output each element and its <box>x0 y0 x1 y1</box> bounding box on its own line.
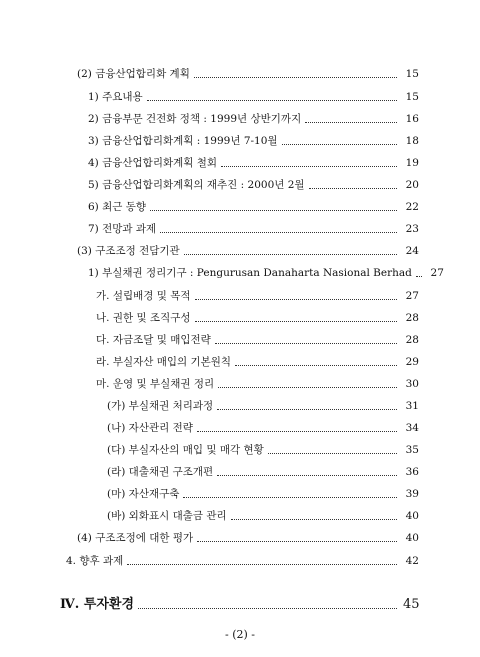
toc-entry-page: 31 <box>405 400 419 412</box>
toc-entry-label: 4) 금융산업합리화계획 철회 <box>88 157 218 169</box>
toc-entry <box>107 397 419 413</box>
toc-entry <box>88 176 419 192</box>
dot-leader <box>197 431 397 432</box>
toc-entry-page: 36 <box>405 466 419 478</box>
dot-leader <box>138 608 397 609</box>
dot-leader <box>195 321 398 322</box>
toc-entry <box>107 419 419 435</box>
toc-entry-page: 15 <box>405 68 419 80</box>
toc-entry-label: (3) 구조조정 전담기관 <box>77 245 180 257</box>
toc-entry-page: 16 <box>405 113 419 125</box>
toc-entry <box>88 132 419 148</box>
toc-entry <box>96 353 419 369</box>
toc-entry-label: (바) 외화표시 대출금 관리 <box>107 510 227 522</box>
toc-entry <box>88 198 419 214</box>
toc-entry-page: 24 <box>405 245 419 257</box>
toc-entry <box>96 287 419 303</box>
toc-entry-label: (다) 부실자산의 매입 및 매각 현황 <box>107 444 264 456</box>
toc-entry-page: 39 <box>405 488 419 500</box>
dot-leader <box>195 299 398 300</box>
toc-entry-label: (마) 자산재구축 <box>107 488 180 500</box>
dot-leader <box>150 210 397 211</box>
dot-leader <box>282 144 397 145</box>
toc-entry <box>88 154 419 170</box>
dot-leader <box>221 166 397 167</box>
toc-entry <box>66 552 419 568</box>
toc-entry <box>77 65 419 81</box>
toc-entry-label: (라) 대출채권 구조개편 <box>107 466 214 478</box>
page-number-footer: - (2) - <box>224 628 255 641</box>
toc-entry-page: 18 <box>405 135 419 147</box>
toc-entry-label: 가. 설립배경 및 목적 <box>96 290 191 302</box>
dot-leader <box>218 387 397 388</box>
toc-entry <box>77 529 419 545</box>
dot-leader <box>235 365 397 366</box>
dot-leader <box>184 254 397 255</box>
toc-entry <box>96 331 419 347</box>
toc-entry-page: 19 <box>405 157 419 169</box>
toc-entry <box>88 264 444 280</box>
toc-entry-label: (나) 자산관리 전략 <box>107 422 193 434</box>
toc-entry-page: 34 <box>405 422 419 434</box>
toc-entry <box>107 485 419 501</box>
toc-entry-label: (가) 부실채권 처리과정 <box>107 400 214 412</box>
toc-entry-page: 40 <box>405 532 419 544</box>
toc-entry-label: 3) 금융산업합리화계획 : 1999년 7-10월 <box>88 135 278 147</box>
toc-entry-label: 라. 부실자산 매입의 기본원칙 <box>96 356 232 368</box>
toc-entry-label: 1) 주요내용 <box>88 91 143 103</box>
toc-entry <box>88 220 419 236</box>
toc-entry-label: 4. 향후 과제 <box>66 555 124 567</box>
toc-entry <box>107 507 419 523</box>
toc-entry-label: 1) 부실채권 정리기구 : Pengurusan Danaharta Nasional Berhad <box>88 267 412 279</box>
toc-entry-page: 22 <box>405 201 419 213</box>
dot-leader <box>217 409 397 410</box>
toc-entry-page: 40 <box>405 510 419 522</box>
toc-entry <box>96 375 419 391</box>
toc-entry-page: 30 <box>405 378 419 390</box>
toc-entry-label: 5) 금융산업합리화계획의 재추진 : 2000년 2월 <box>88 179 305 191</box>
dot-leader <box>215 343 397 344</box>
dot-leader <box>416 276 422 277</box>
toc-entry <box>77 242 419 258</box>
toc-entry-page: 27 <box>405 290 419 302</box>
dot-leader <box>160 232 397 233</box>
toc-entry-label: 2) 금융부문 건전화 정책 : 1999년 상반기까지 <box>88 113 302 125</box>
toc-entry-page: 23 <box>405 223 419 235</box>
dot-leader <box>147 100 397 101</box>
toc-entry <box>88 110 419 126</box>
toc-entry-page: 20 <box>405 179 419 191</box>
dot-leader <box>217 475 397 476</box>
toc-entry <box>107 441 419 457</box>
toc-entry-label: (4) 구조조정에 대한 평가 <box>77 532 194 544</box>
toc-entry-page: 28 <box>405 312 419 324</box>
toc-entry-label: 7) 전망과 과제 <box>88 223 157 235</box>
dot-leader <box>305 122 397 123</box>
dot-leader <box>309 188 397 189</box>
toc-entry-label: 다. 자금조달 및 매입전략 <box>96 334 211 346</box>
toc-entry-label: 나. 권한 및 조직구성 <box>96 312 191 324</box>
dot-leader <box>183 497 397 498</box>
toc-entry-label: 6) 최근 동향 <box>88 201 147 213</box>
toc-entry <box>96 309 419 325</box>
toc-entry-label: Ⅳ. 투자환경 <box>60 597 135 612</box>
dot-leader <box>268 453 397 454</box>
dot-leader <box>231 519 397 520</box>
dot-leader <box>197 541 397 542</box>
toc-entry-page: 45 <box>403 597 420 612</box>
toc-entry <box>107 463 419 479</box>
dot-leader <box>127 564 397 565</box>
toc-entry-page: 15 <box>405 91 419 103</box>
dot-leader <box>194 77 397 78</box>
toc-entry-page: 28 <box>405 334 419 346</box>
toc-entry-page: 29 <box>405 356 419 368</box>
toc-entry-label: (2) 금융산업합리화 계획 <box>77 68 190 80</box>
toc-entry <box>88 88 419 104</box>
toc-entry-page: 27 <box>430 267 444 279</box>
toc-entry-label: 마. 운영 및 부실채권 정리 <box>96 378 215 390</box>
toc-entry-page: 35 <box>405 444 419 456</box>
toc-chapter-entry <box>60 594 419 612</box>
toc-entry-page: 42 <box>405 555 419 567</box>
